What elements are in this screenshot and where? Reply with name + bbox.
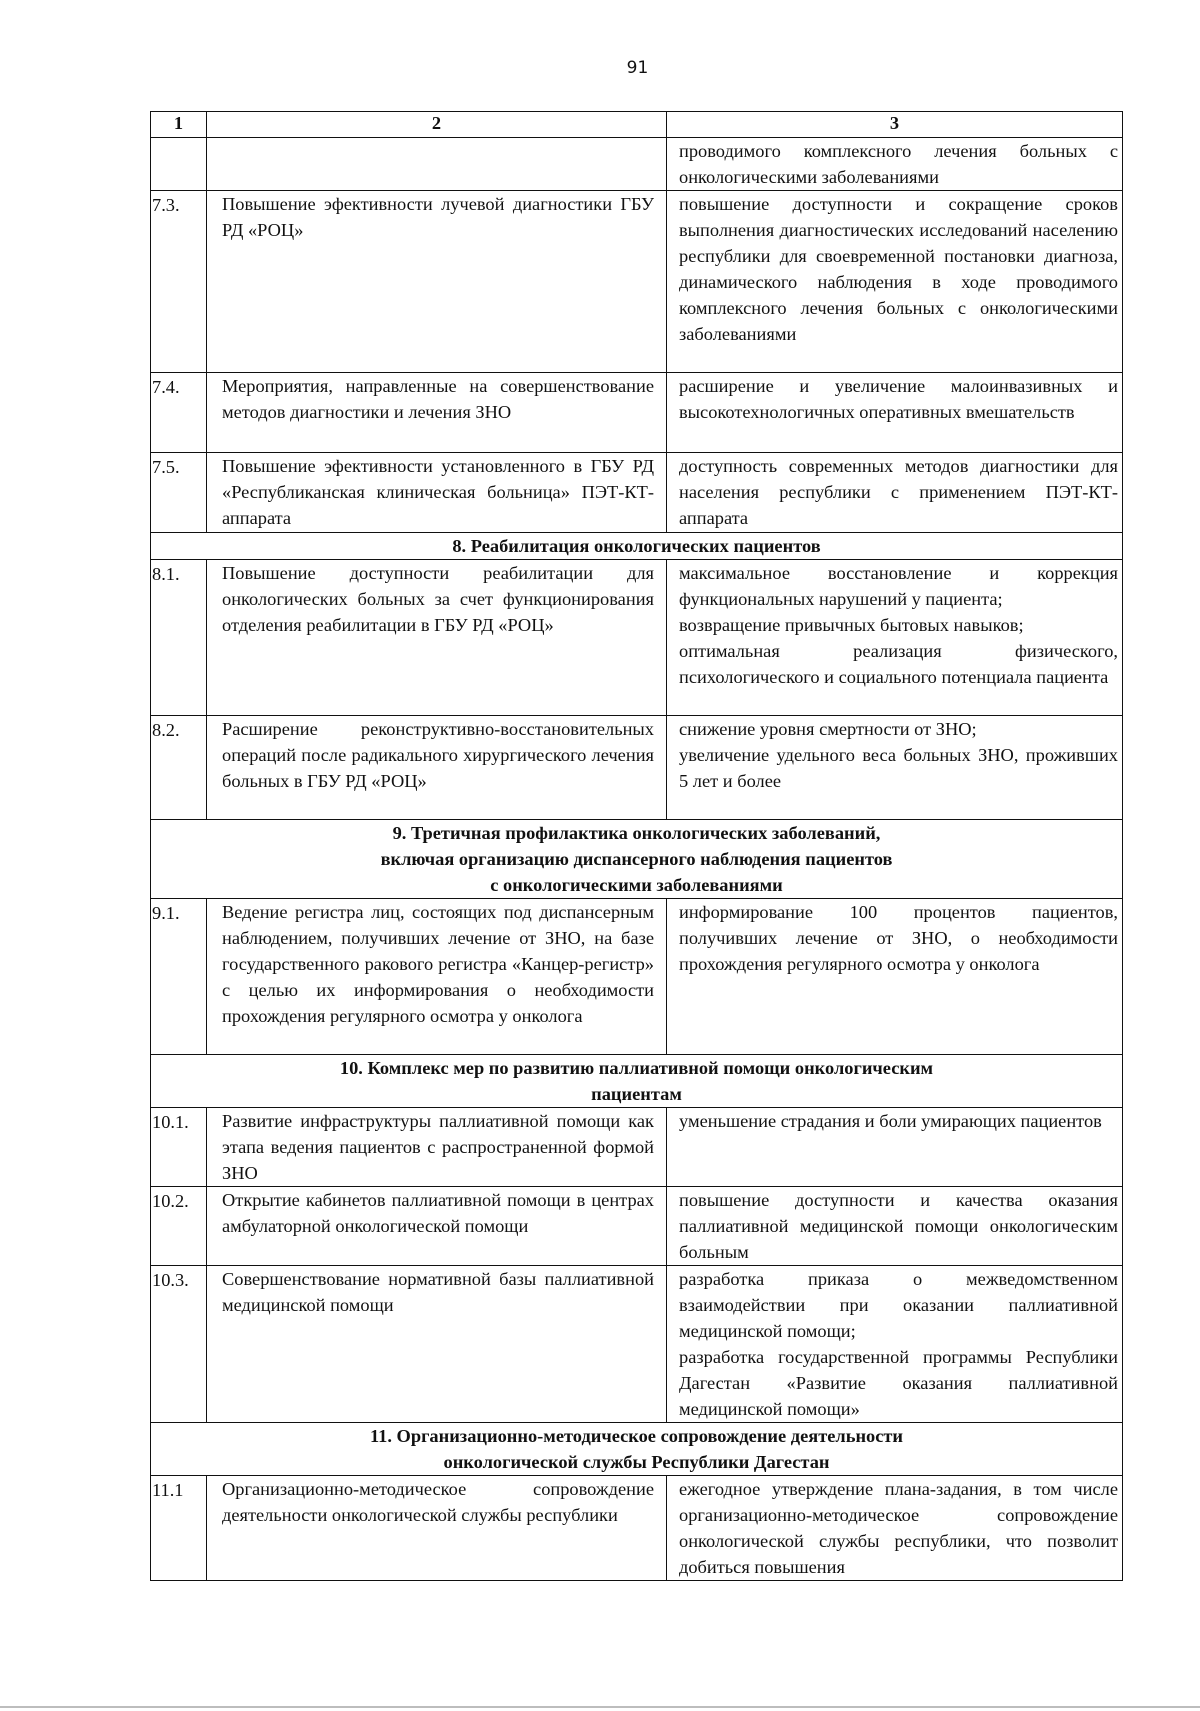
row-number: 10.3. [151, 1266, 207, 1423]
task-cell [207, 138, 667, 191]
row-number: 8.1. [151, 560, 207, 716]
result-line: разработка приказа о межведомственном взаимодействии при оказании паллиативной медицинской помощи; [679, 1269, 1118, 1341]
table-row [151, 373, 1123, 453]
section-heading-line: с онкологическими заболеваниями [490, 875, 783, 895]
header-col-2: 2 [207, 112, 667, 138]
task-cell: Повышение доступности реабилитации для онкологических больных за счет функционирования отделения реабилитации в ГБУ РД «РОЦ» [207, 560, 667, 716]
task-cell: Повышение эфективности лучевой диагностики ГБУ РД «РОЦ» [207, 191, 667, 373]
section-row [151, 820, 1123, 899]
section-row [151, 533, 1123, 560]
section-heading-line: пациентам [591, 1084, 682, 1104]
measures-table [150, 111, 1123, 1581]
header-col-3: 3 [667, 112, 1123, 138]
table-row [151, 716, 1123, 820]
row-number: 7.3. [151, 191, 207, 373]
section-heading [151, 533, 1123, 560]
result-cell: информирование 100 процентов пациентов, получивших лечение от ЗНО, о необходимости прохождения регулярного осмотра у онколога [667, 899, 1123, 1055]
result-cell [667, 1266, 1123, 1423]
section-heading-line: 10. Комплекс мер по развитию паллиативной помощи онкологическим [339, 1058, 934, 1078]
task-cell: Совершенствование нормативной базы паллиативной медицинской помощи [207, 1266, 667, 1423]
table-row [151, 138, 1123, 191]
result-cell: ежегодное утверждение плана-задания, в том числе организационно-методическое сопровождение онкологической службы республики, что позволит добиться повышения [667, 1476, 1123, 1581]
row-number: 8.2. [151, 716, 207, 820]
table-row [151, 1108, 1123, 1187]
table-row [151, 560, 1123, 716]
task-cell: Ведение регистра лиц, состоящих под диспансерным наблюдением, получивших лечение от ЗНО, на базе государственного ракового регистра «Канцер-регистр» с целью их информирования о необходимости прохождения регулярного осмотра у онколога [207, 899, 667, 1055]
section-heading-line: 11. Организационно-методическое сопровождение деятельности [369, 1426, 904, 1446]
result-line: оптимальная реализация физического, психологического и социального потенциала пациента [679, 641, 1118, 687]
row-number: 9.1. [151, 899, 207, 1055]
row-number [151, 138, 207, 191]
task-cell: Открытие кабинетов паллиативной помощи в центрах амбулаторной онкологической помощи [207, 1187, 667, 1266]
table-row [151, 191, 1123, 373]
header-col-1: 1 [151, 112, 207, 138]
task-cell: Развитие инфраструктуры паллиативной помощи как этапа ведения пациентов с распространенной формой ЗНО [207, 1108, 667, 1187]
row-number: 10.2. [151, 1187, 207, 1266]
task-cell: Расширение реконструктивно-восстановительных операций после радикального хирургического лечения больных в ГБУ РД «РОЦ» [207, 716, 667, 820]
task-cell: Повышение эфективности установленного в ГБУ РД «Республиканская клиническая больница» ПЭТ-КТ-аппарата [207, 453, 667, 533]
result-line: максимальное восстановление и коррекция функциональных нарушений у пациента; [679, 563, 1118, 609]
section-row [151, 1423, 1123, 1476]
result-cell: уменьшение страдания и боли умирающих пациентов [667, 1108, 1123, 1187]
page-number: 91 [626, 58, 649, 78]
section-heading-line: онкологической службы Республики Дагестан [443, 1452, 830, 1472]
row-number: 7.4. [151, 373, 207, 453]
result-cell: проводимого комплексного лечения больных с онкологическими заболеваниями [667, 138, 1123, 191]
result-line: возвращение привычных бытовых навыков; [679, 615, 1024, 635]
result-line: увеличение удельного веса больных ЗНО, проживших 5 лет и более [679, 745, 1118, 791]
scan-edge-divider [0, 1706, 1200, 1708]
result-cell [667, 560, 1123, 716]
result-line: разработка государственной программы Республики Дагестан «Развитие оказания паллиативной медицинской помощи» [679, 1347, 1118, 1419]
row-number: 7.5. [151, 453, 207, 533]
section-row [151, 1055, 1123, 1108]
table-header-row [151, 112, 1123, 138]
section-heading [151, 820, 1123, 899]
section-heading-line: 8. Реабилитация онкологических пациентов [452, 536, 821, 556]
table-row [151, 1476, 1123, 1581]
task-cell: Мероприятия, направленные на совершенствование методов диагностики и лечения ЗНО [207, 373, 667, 453]
row-number: 11.1 [151, 1476, 207, 1581]
table-row [151, 453, 1123, 533]
section-heading-line: 9. Третичная профилактика онкологических заболеваний, [392, 823, 881, 843]
section-heading-line: включая организацию диспансерного наблюдения пациентов [380, 849, 893, 869]
table-row [151, 1266, 1123, 1423]
result-cell: расширение и увеличение малоинвазивных и высокотехнологичных оперативных вмешательств [667, 373, 1123, 453]
result-cell: доступность современных методов диагностики для населения республики с применением ПЭТ-КТ-аппарата [667, 453, 1123, 533]
result-line: снижение уровня смертности от ЗНО; [679, 719, 977, 739]
result-cell: повышение доступности и качества оказания паллиативной медицинской помощи онкологическим больным [667, 1187, 1123, 1266]
section-heading [151, 1423, 1123, 1476]
table-row [151, 1187, 1123, 1266]
row-number: 10.1. [151, 1108, 207, 1187]
result-cell: повышение доступности и сокращение сроков выполнения диагностических исследований населению республики для своевременной постановки диагноза, динамического наблюдения в ходе проводимого комплексного лечения больных с онкологическими заболеваниями [667, 191, 1123, 373]
section-heading [151, 1055, 1123, 1108]
table-row [151, 899, 1123, 1055]
result-cell [667, 716, 1123, 820]
task-cell: Организационно-методическое сопровождение деятельности онкологической службы республики [207, 1476, 667, 1581]
